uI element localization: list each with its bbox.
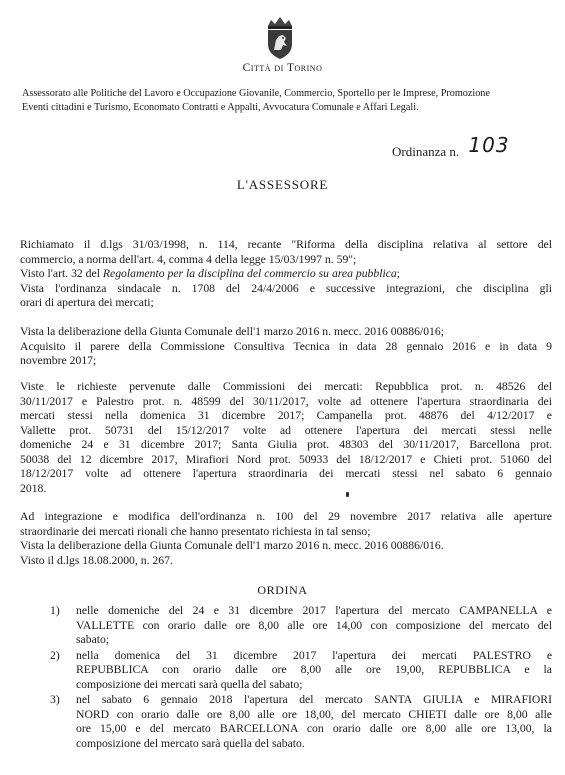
ink-mark	[346, 492, 349, 497]
ordinance-number	[392, 133, 510, 161]
text-line: ore 15,00 e del mercato BARCELLONA con orario dalle ore 8,00 alle ore 13,00, la	[76, 722, 552, 735]
text-line: composizione dei mercati sarà quella del sabato;	[76, 677, 303, 691]
ordinance-handwritten-number: 103	[468, 133, 510, 157]
text-line: Ad integrazione e modifica dell'ordinanza n. 100 del 29 novembre 2017 relativa alle aperture	[20, 510, 552, 523]
city-name: Città di Torino	[242, 62, 323, 74]
text-line: 50038 del 12 dicembre 2017, Mirafiori Nord prot. 50933 del 18/12/2017 e Chieti prot. 51060 del	[20, 452, 552, 466]
list-item-number: 1)	[50, 604, 60, 617]
list-item-number: 2)	[50, 648, 60, 662]
text-line: Vista l'ordinanza sindacale n. 1708 del 24/4/2006 e successive integrazioni, che disciplina gli	[20, 281, 552, 295]
text-line: nelle domeniche del 24 e 31 dicembre 2017 l'apertura del mercato CAMPANELLA e	[76, 604, 552, 617]
text-line: Vallette prot. 50731 del 15/12/2017 volte ad ottenere l'apertura dei mercati stessi nelle	[20, 423, 552, 437]
text-line: domeniche 24 e 31 dicembre 2017; Santa Giulia prot. 48303 del 30/11/2017, Barcellona prot.	[20, 438, 552, 451]
text-line: Visto il d.lgs 18.08.2000, n. 267.	[20, 553, 173, 567]
text-fragment: ;	[396, 267, 401, 280]
text-line: composizione del mercato sarà quella del sabato.	[76, 736, 305, 750]
text-line: VALLETTE con orario dalle ore 8,00 alle ore 14,00 con composizione del mercato del	[76, 618, 552, 632]
recitals-paragraph-1	[20, 238, 552, 311]
text-line: REPUBBLICA con orario dalle ore 8,00 alle ore 19,00, REPUBBLICA e la	[76, 663, 552, 676]
text-line: NORD con orario dalle ore 8,00 alle ore 18,00, del mercato CHIETI dalle ore 8,00 alle	[76, 707, 552, 721]
text-line: mercati stessi nella domenica 31 dicembre 2017; Campanella prot. 48876 del 4/12/2017 e	[20, 409, 552, 422]
text-line: 2018.	[20, 481, 47, 495]
list-item	[50, 693, 552, 751]
text-line: Vista la deliberazione della Giunta Comunale dell'1 marzo 2016 n. mecc. 2016 00886/016;	[20, 325, 444, 338]
turin-coat-of-arms-icon	[262, 14, 298, 60]
text-line: straordinarie dei mercati rionali che hanno presentato richiesta in tal senso;	[20, 524, 371, 538]
department-line: Eventi cittadini e Turismo, Economato Contratti e Appalti, Avvocatura Comunale e Affari Legali.	[22, 102, 419, 113]
text-line: Viste le richieste pervenute dalle Commissioni dei mercati: Repubblica prot. n. 48526 del	[20, 380, 552, 393]
text-line: commercio, a norma dell'art. 4, comma 4 della legge 15/03/1997 n. 59";	[20, 252, 357, 266]
text-line	[20, 267, 552, 282]
text-line: nella domenica del 31 dicembre 2017 l'apertura dei mercati PALESTRO e	[76, 648, 552, 662]
text-line: nel sabato 6 gennaio 2018 l'apertura del mercato SANTA GIULIA e MIRAFIORI	[76, 693, 552, 706]
department-name	[22, 87, 547, 115]
text-line: sabato;	[76, 633, 110, 646]
ordinance-label: Ordinanza n.	[392, 144, 460, 159]
regulation-title: Regolamento per la disciplina del commercio su area pubblica	[102, 267, 397, 280]
recitals-paragraph-2	[20, 325, 552, 369]
text-line: novembre 2017;	[20, 354, 97, 367]
text-line: Richiamato il d.lgs 31/03/1998, n. 114, recante "Riforma della disciplina relativa al settore del	[20, 238, 552, 251]
list-item-number: 3)	[50, 693, 60, 706]
text-line: 30/11/2017 e Palestro prot. n. 48599 del 30/11/2017, volte ad ottenere l'apertura straordinaria dei	[20, 394, 552, 408]
document-title: L'ASSESSORE	[236, 177, 329, 192]
text-line: orari di apertura dei mercati;	[20, 296, 154, 309]
text-line: 18/12/2017 volte ad ottenere l'apertura straordinaria dei mercati stessi nel sabato 6 gennaio	[20, 467, 552, 480]
department-line: Assessorato alle Politiche del Lavoro e Occupazione Giovanile, Commercio, Sportello per le Imprese, Promozione	[22, 88, 490, 99]
ordina-list	[50, 604, 552, 752]
ordina-heading: ORDINA	[257, 583, 308, 597]
text-line: Vista la deliberazione della Giunta Comunale dell'1 marzo 2016 n. mecc. 2016 00886/016.	[20, 539, 444, 552]
list-item	[50, 604, 552, 648]
list-item	[50, 649, 552, 693]
recitals-paragraph-4	[20, 510, 552, 568]
recitals-paragraph-3	[20, 380, 552, 496]
text-fragment: Visto l'art. 32 del	[20, 267, 103, 280]
text-line: Acquisito il parere della Commissione Consultiva Tecnica in data 28 gennaio 2016 e in data 9	[20, 339, 552, 353]
